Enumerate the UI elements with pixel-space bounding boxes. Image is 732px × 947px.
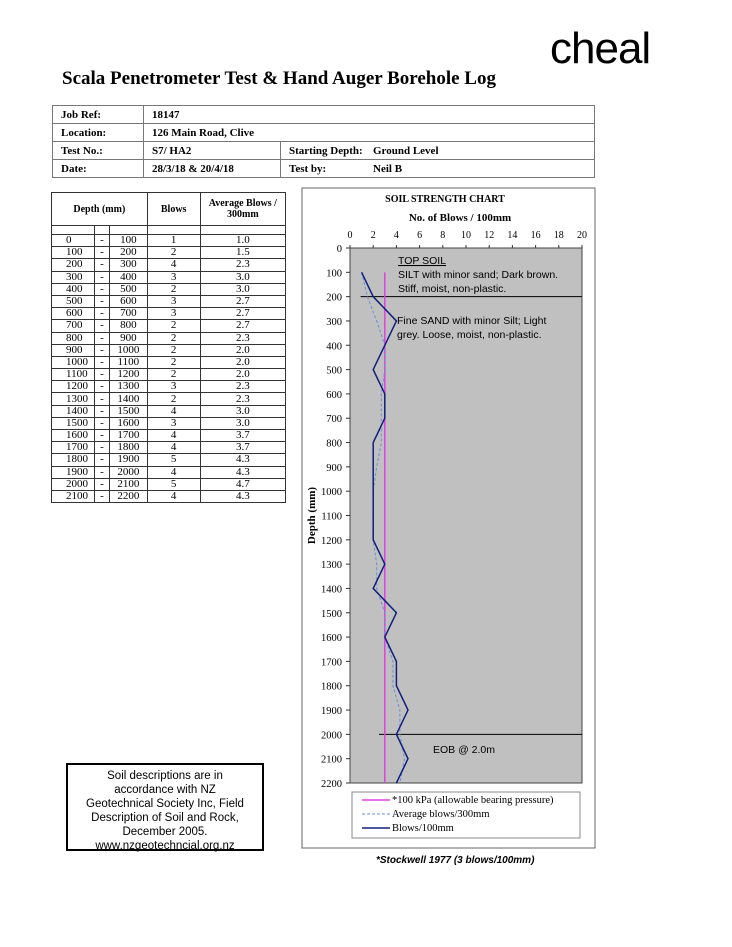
depth-from-cell: 100: [52, 247, 95, 259]
x-tick-label: 14: [507, 230, 518, 241]
depth-to-cell: 600: [110, 295, 148, 307]
blows-cell: 2: [147, 344, 200, 356]
y-tick-label: 1900: [321, 706, 342, 718]
dash-cell: -: [95, 283, 110, 295]
dash-cell: -: [95, 295, 110, 307]
x-tick-label: 2: [370, 230, 376, 241]
note-line: accordance with NZ: [114, 784, 216, 796]
blows-cell: 5: [147, 478, 200, 490]
y-tick-label: 100: [326, 268, 342, 280]
depth-from-cell: 1800: [52, 454, 95, 466]
x-tick-label: 4: [393, 230, 399, 241]
starting-depth-label: Starting Depth:: [281, 142, 370, 160]
depth-from-cell: 800: [52, 332, 95, 344]
layer-1-heading: TOP SOIL: [398, 255, 447, 267]
depth-to-cell: 1200: [110, 369, 148, 381]
dash-cell: -: [95, 405, 110, 417]
depth-from-cell: 500: [52, 295, 95, 307]
dash-cell: -: [95, 454, 110, 466]
blows-cell: 4: [147, 405, 200, 417]
dash-cell: -: [95, 369, 110, 381]
avg-cell: 2.7: [200, 308, 285, 320]
avg-cell: 3.7: [200, 442, 285, 454]
depth-to-cell: 2200: [110, 490, 148, 502]
depth-to-cell: 800: [110, 320, 148, 332]
dash-cell: -: [95, 320, 110, 332]
depth-to-cell: 1700: [110, 430, 148, 442]
note-line: www.nzgeotechncial.org.nz: [95, 840, 235, 852]
avg-cell: 3.0: [200, 405, 285, 417]
page-title: Scala Penetrometer Test & Hand Auger Borehole Log: [62, 68, 496, 89]
depth-to-cell: 1000: [110, 344, 148, 356]
y-tick-label: 2200: [321, 779, 342, 790]
avg-cell: 3.0: [200, 271, 285, 283]
avg-cell: 2.7: [200, 320, 285, 332]
blows-cell: 2: [147, 283, 200, 295]
y-tick-label: 700: [326, 414, 342, 426]
note-line: Geotechnical Society Inc, Field: [86, 798, 244, 810]
dash-cell: -: [95, 259, 110, 271]
x-tick-label: 0: [347, 230, 353, 241]
y-tick-label: 1300: [321, 560, 342, 572]
depth-from-cell: 2000: [52, 478, 95, 490]
depth-to-cell: 500: [110, 283, 148, 295]
avg-cell: 2.7: [200, 295, 285, 307]
eob-label: EOB @ 2.0m: [433, 744, 496, 756]
y-tick-label: 1100: [321, 511, 342, 523]
y-tick-label: 600: [326, 389, 342, 401]
layer-2-desc: grey. Loose, moist, non-plastic.: [397, 329, 542, 341]
depth-from-cell: 400: [52, 283, 95, 295]
depth-from-cell: 600: [52, 308, 95, 320]
company-logo: cheal: [550, 24, 651, 73]
dash-cell: -: [95, 381, 110, 393]
depth-from-cell: 1500: [52, 417, 95, 429]
depth-from-cell: 700: [52, 320, 95, 332]
depth-to-cell: 400: [110, 271, 148, 283]
depth-to-cell: 1300: [110, 381, 148, 393]
blows-cell: 4: [147, 430, 200, 442]
y-tick-label: 500: [326, 365, 342, 377]
y-tick-label: 2100: [321, 754, 342, 766]
avg-cell: 2.3: [200, 393, 285, 405]
depth-from-cell: 0: [52, 235, 95, 247]
depth-to-cell: 700: [110, 308, 148, 320]
depth-from-cell: 1000: [52, 356, 95, 368]
depth-to-cell: 1100: [110, 356, 148, 368]
chart-title: SOIL STRENGTH CHART: [385, 194, 505, 205]
test-by-value: Neil B: [369, 160, 595, 178]
avg-cell: 4.3: [200, 466, 285, 478]
note-line: December 2005.: [122, 826, 208, 838]
footnote: *Stockwell 1977 (3 blows/100mm): [376, 855, 535, 866]
depth-from-cell: 300: [52, 271, 95, 283]
avg-cell: 3.7: [200, 430, 285, 442]
depth-to-cell: 100: [110, 235, 148, 247]
x-tick-label: 8: [440, 230, 446, 241]
test-no-value: S7/ HA2: [144, 142, 281, 160]
x-tick-label: 12: [484, 230, 495, 241]
depth-to-cell: 2000: [110, 466, 148, 478]
dash-cell: -: [95, 417, 110, 429]
blows-cell: 2: [147, 369, 200, 381]
blows-header: Blows: [147, 193, 200, 226]
blows-cell: 4: [147, 442, 200, 454]
legend-label: *100 kPa (allowable bearing pressure): [392, 795, 554, 806]
y-tick-label: 900: [326, 462, 342, 474]
x-axis-label: No. of Blows / 100mm: [408, 212, 512, 224]
depth-from-cell: 2100: [52, 490, 95, 502]
y-tick-label: 1400: [321, 584, 342, 596]
avg-cell: 1.5: [200, 247, 285, 259]
blows-cell: 3: [147, 417, 200, 429]
blows-cell: 1: [147, 235, 200, 247]
dash-cell: -: [95, 466, 110, 478]
job-ref-value: 18147: [144, 106, 595, 124]
note-line: Description of Soil and Rock,: [91, 812, 239, 824]
y-tick-label: 1600: [321, 633, 342, 645]
legend-label: Average blows/300mm: [392, 809, 490, 820]
layer-2-desc: Fine SAND with minor Silt; Light: [397, 315, 547, 327]
y-tick-label: 1700: [321, 657, 342, 669]
layer-1-desc: SILT with minor sand; Dark brown.: [398, 269, 559, 281]
avg-cell: 4.3: [200, 454, 285, 466]
dash-cell: -: [95, 308, 110, 320]
note-line: Soil descriptions are in: [107, 770, 223, 782]
blows-cell: 4: [147, 466, 200, 478]
y-tick-label: 1500: [321, 608, 342, 620]
location-value: 126 Main Road, Clive: [144, 124, 595, 142]
depth-to-cell: 1600: [110, 417, 148, 429]
depth-to-cell: 1500: [110, 405, 148, 417]
job-ref-label: Job Ref:: [53, 106, 144, 124]
date-value: 28/3/18 & 20/4/18: [144, 160, 281, 178]
avg-cell: 2.3: [200, 332, 285, 344]
blows-cell: 3: [147, 308, 200, 320]
test-no-label: Test No.:: [53, 142, 144, 160]
avg-cell: 4.3: [200, 490, 285, 502]
depth-to-cell: 1400: [110, 393, 148, 405]
blows-cell: 3: [147, 381, 200, 393]
y-axis-label: Depth (mm): [306, 486, 318, 545]
blows-cell: 2: [147, 356, 200, 368]
x-tick-label: 16: [530, 230, 541, 241]
dash-cell: -: [95, 442, 110, 454]
y-tick-label: 800: [326, 438, 342, 450]
y-tick-label: 300: [326, 316, 342, 328]
avg-cell: 1.0: [200, 235, 285, 247]
avg-cell: 2.3: [200, 259, 285, 271]
avg-header: Average Blows / 300mm: [200, 193, 285, 226]
x-tick-label: 18: [553, 230, 564, 241]
x-tick-label: 6: [417, 230, 423, 241]
x-tick-label: 20: [577, 230, 587, 241]
avg-cell: 2.0: [200, 344, 285, 356]
dash-cell: -: [95, 344, 110, 356]
blows-cell: 2: [147, 247, 200, 259]
depth-from-cell: 1400: [52, 405, 95, 417]
depth-from-cell: 1700: [52, 442, 95, 454]
depth-from-cell: 1100: [52, 369, 95, 381]
blows-cell: 4: [147, 259, 200, 271]
y-tick-label: 1200: [321, 535, 342, 547]
dash-cell: -: [95, 490, 110, 502]
depth-from-cell: 1900: [52, 466, 95, 478]
avg-cell: 2.3: [200, 381, 285, 393]
depth-from-cell: 900: [52, 344, 95, 356]
depth-to-cell: 2100: [110, 478, 148, 490]
blows-cell: 3: [147, 295, 200, 307]
depth-to-cell: 1900: [110, 454, 148, 466]
dash-cell: -: [95, 271, 110, 283]
legend-label: Blows/100mm: [392, 823, 454, 834]
y-tick-label: 1000: [321, 487, 342, 499]
depth-to-cell: 200: [110, 247, 148, 259]
avg-cell: 2.0: [200, 356, 285, 368]
y-tick-label: 1800: [321, 681, 342, 693]
y-tick-label: 400: [326, 341, 342, 353]
blows-cell: 2: [147, 320, 200, 332]
blows-cell: 3: [147, 271, 200, 283]
blows-cell: 2: [147, 393, 200, 405]
dash-cell: -: [95, 478, 110, 490]
y-tick-label: 2000: [321, 730, 342, 742]
dash-cell: -: [95, 247, 110, 259]
dash-cell: -: [95, 356, 110, 368]
depth-to-cell: 1800: [110, 442, 148, 454]
location-label: Location:: [53, 124, 144, 142]
avg-cell: 3.0: [200, 283, 285, 295]
dash-cell: -: [95, 332, 110, 344]
blows-cell: 4: [147, 490, 200, 502]
depth-from-cell: 200: [52, 259, 95, 271]
blows-cell: 5: [147, 454, 200, 466]
depth-to-cell: 900: [110, 332, 148, 344]
y-tick-label: 200: [326, 292, 342, 304]
dash-cell: -: [95, 235, 110, 247]
blows-cell: 2: [147, 332, 200, 344]
depth-from-cell: 1600: [52, 430, 95, 442]
dash-cell: -: [95, 393, 110, 405]
test-by-label: Test by:: [281, 160, 370, 178]
avg-cell: 3.0: [200, 417, 285, 429]
x-tick-label: 10: [461, 230, 471, 241]
dash-cell: -: [95, 430, 110, 442]
depth-to-cell: 300: [110, 259, 148, 271]
avg-cell: 2.0: [200, 369, 285, 381]
layer-1-desc: Stiff, moist, non-plastic.: [398, 283, 507, 295]
date-label: Date:: [53, 160, 144, 178]
depth-from-cell: 1200: [52, 381, 95, 393]
starting-depth-value: Ground Level: [369, 142, 595, 160]
depth-header: Depth (mm): [52, 193, 148, 226]
depth-from-cell: 1300: [52, 393, 95, 405]
avg-cell: 4.7: [200, 478, 285, 490]
y-tick-label: 0: [336, 244, 342, 255]
